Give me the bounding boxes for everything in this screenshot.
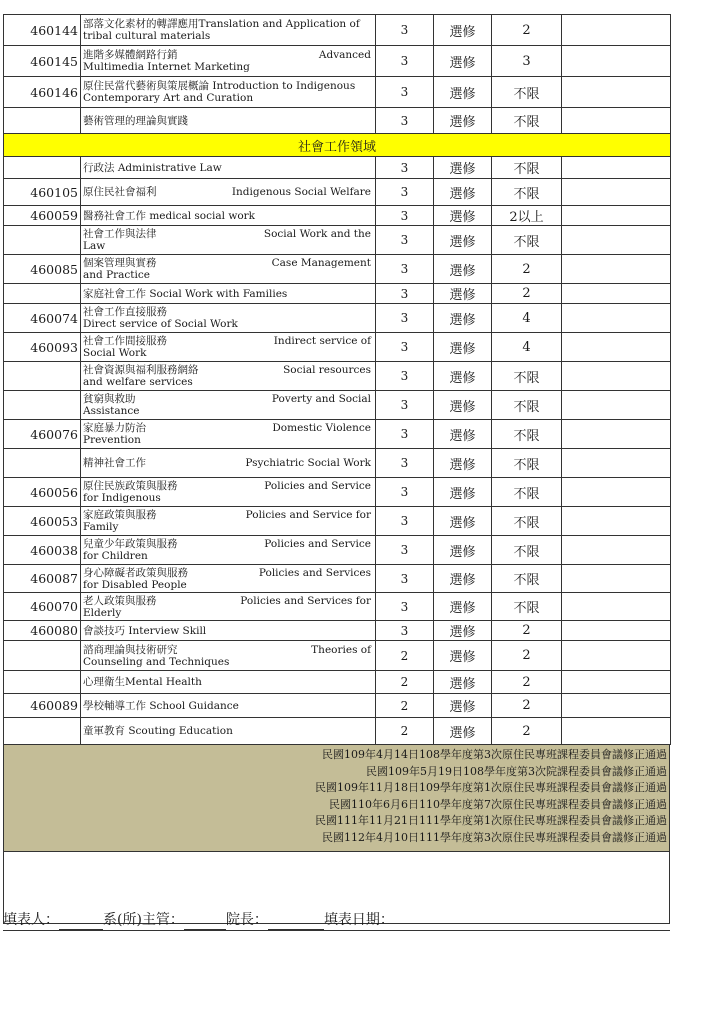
course-code (4, 718, 81, 745)
course-credits: 3 (376, 77, 434, 108)
course-name (81, 108, 376, 134)
signature-line (3, 910, 670, 931)
table-row (4, 593, 671, 621)
course-credits: 3 (376, 284, 434, 304)
course-credits: 3 (376, 255, 434, 284)
course-name-zh: 藝術管理的理論與實踐 (83, 114, 188, 127)
course-type: 選修 (434, 718, 492, 745)
course-credits: 3 (376, 507, 434, 536)
table-row (4, 671, 671, 694)
course-code (4, 284, 81, 304)
course-type: 選修 (434, 255, 492, 284)
course-name (81, 478, 376, 507)
course-name-zh: 社會工作間接服務 (83, 335, 167, 347)
course-name (81, 179, 376, 206)
dept-head-label: 系(所)主管： (103, 912, 184, 928)
course-name (81, 206, 376, 226)
course-remark (562, 284, 671, 304)
course-name-en: Psychiatric Social Work (245, 457, 371, 469)
course-name-continuation: and Practice (83, 269, 150, 281)
course-name-en: Policies and Service (264, 480, 371, 492)
course-grade: 不限 (492, 77, 562, 108)
section-title: 社會工作領域 (4, 134, 671, 157)
course-name-zh: 家庭政策與服務 (83, 509, 157, 521)
table-row (4, 77, 671, 108)
course-grade: 不限 (492, 391, 562, 420)
course-credits: 3 (376, 157, 434, 179)
course-remark (562, 333, 671, 362)
course-type: 選修 (434, 362, 492, 391)
course-name-zh: 進階多媒體網路行銷 (83, 49, 178, 61)
table-row (4, 304, 671, 333)
revision-note: 民國109年5月19日108學年度第3次院課程委員會議修正通過 (366, 764, 667, 778)
course-name (81, 565, 376, 593)
course-grade: 2 (492, 284, 562, 304)
course-code: 460105 (4, 179, 81, 206)
course-name-continuation: Direct service of Social Work (83, 318, 238, 330)
course-name-en: Indirect service of (273, 335, 371, 347)
course-name-en: Policies and Services for (240, 594, 371, 607)
table-row (4, 641, 671, 671)
course-name-zh: 童軍教育 Scouting Education (83, 725, 233, 737)
course-grade: 不限 (492, 593, 562, 621)
course-name-en: Case Management (271, 257, 371, 269)
course-table-social-body (4, 157, 671, 745)
course-name-zh: 部落文化素材的轉譯應用Translation and Application of (83, 18, 360, 30)
course-name (81, 671, 376, 694)
table-row (4, 255, 671, 284)
course-remark (562, 362, 671, 391)
course-name-zh: 原住民族政策與服務 (83, 480, 178, 492)
course-type: 選修 (434, 671, 492, 694)
course-credits: 3 (376, 420, 434, 449)
course-grade: 2 (492, 671, 562, 694)
course-name-en: Theories of (311, 643, 371, 656)
course-remark (562, 449, 671, 478)
course-remark (562, 641, 671, 671)
course-remark (562, 694, 671, 718)
course-name-en: Domestic Violence (272, 422, 371, 434)
course-code: 460145 (4, 46, 81, 77)
table-row (4, 333, 671, 362)
course-name (81, 15, 376, 46)
course-remark (562, 391, 671, 420)
course-grade: 2 (492, 718, 562, 745)
course-credits: 3 (376, 362, 434, 391)
course-type: 選修 (434, 694, 492, 718)
course-code (4, 362, 81, 391)
course-code (4, 449, 81, 478)
course-grade: 2 (492, 15, 562, 46)
course-name-continuation: for Children (83, 550, 148, 562)
course-remark (562, 536, 671, 565)
course-name-zh: 社會工作與法律 (83, 228, 157, 240)
course-name-continuation: for Indigenous (83, 492, 161, 504)
course-name (81, 255, 376, 284)
course-name-zh: 諮商理論與技術研究 (83, 643, 178, 656)
course-name (81, 641, 376, 671)
course-name (81, 391, 376, 420)
course-name-zh: 學校輔導工作 School Guidance (83, 699, 239, 712)
course-remark (562, 671, 671, 694)
course-credits: 3 (376, 565, 434, 593)
table-row (4, 718, 671, 745)
course-name-zh: 兒童少年政策與服務 (83, 538, 178, 550)
course-name-continuation: Contemporary Art and Curation (83, 92, 254, 104)
course-credits: 3 (376, 536, 434, 565)
table-row (4, 46, 671, 77)
section-header-body (4, 134, 671, 157)
course-code: 460146 (4, 77, 81, 108)
course-name (81, 362, 376, 391)
course-grade: 4 (492, 333, 562, 362)
course-name (81, 77, 376, 108)
table-row (4, 449, 671, 478)
table-row (4, 536, 671, 565)
course-grade: 不限 (492, 420, 562, 449)
table-row (4, 478, 671, 507)
course-remark (562, 565, 671, 593)
course-credits: 3 (376, 621, 434, 641)
course-code (4, 391, 81, 420)
course-name-zh: 原住民社會福利 (83, 186, 157, 198)
course-remark (562, 304, 671, 333)
course-credits: 3 (376, 333, 434, 362)
course-name-en: Social Work and the (263, 228, 371, 240)
course-grade: 2以上 (492, 206, 562, 226)
filler-label: 填表人： (3, 912, 59, 928)
course-remark (562, 15, 671, 46)
course-name (81, 226, 376, 255)
course-code: 460070 (4, 593, 81, 621)
course-name-en: Policies and Services (258, 566, 371, 579)
course-credits: 3 (376, 206, 434, 226)
course-grade: 不限 (492, 565, 562, 593)
course-remark (562, 420, 671, 449)
course-name-zh: 老人政策與服務 (83, 594, 157, 607)
course-name-zh: 會談技巧 Interview Skill (83, 624, 207, 637)
course-name-en: Advanced (318, 49, 371, 61)
course-remark (562, 621, 671, 641)
course-name-continuation: tribal cultural materials (83, 30, 211, 42)
course-name-continuation: Prevention (83, 434, 141, 446)
course-credits: 3 (376, 304, 434, 333)
course-code: 460089 (4, 694, 81, 718)
course-remark (562, 226, 671, 255)
course-credits: 3 (376, 478, 434, 507)
course-credits: 3 (376, 449, 434, 478)
course-grade: 不限 (492, 179, 562, 206)
course-name-continuation: and welfare services (83, 376, 193, 388)
course-type: 選修 (434, 284, 492, 304)
course-table-top-body (4, 15, 671, 134)
course-remark (562, 593, 671, 621)
course-remark (562, 157, 671, 179)
table-row (4, 565, 671, 593)
course-name-continuation: Multimedia Internet Marketing (83, 61, 250, 73)
course-type: 選修 (434, 304, 492, 333)
course-grade: 不限 (492, 226, 562, 255)
course-type: 選修 (434, 333, 492, 362)
course-name (81, 333, 376, 362)
course-name-zh: 身心障礙者政策與服務 (83, 566, 188, 579)
course-name (81, 449, 376, 478)
course-name-zh: 社會資源與福利服務網絡 (83, 364, 199, 376)
table-row (4, 206, 671, 226)
course-type: 選修 (434, 15, 492, 46)
table-row (4, 284, 671, 304)
course-credits: 2 (376, 641, 434, 671)
revision-note: 民國109年4月14日108學年度第3次原住民專班課程委員會議修正通過 (322, 748, 667, 761)
course-grade: 2 (492, 694, 562, 718)
course-credits: 3 (376, 46, 434, 77)
course-name-zh: 醫務社會工作 medical social work (83, 209, 256, 222)
course-type: 選修 (434, 391, 492, 420)
revision-notes (3, 745, 670, 852)
course-type: 選修 (434, 157, 492, 179)
course-type: 選修 (434, 565, 492, 593)
filler-blank[interactable] (59, 915, 103, 930)
course-name-zh: 原住民當代藝術與策展概論 Introduction to Indigenous (83, 80, 356, 92)
course-type: 選修 (434, 206, 492, 226)
course-credits: 2 (376, 718, 434, 745)
course-credits: 3 (376, 593, 434, 621)
course-code: 460087 (4, 565, 81, 593)
course-code: 460080 (4, 621, 81, 641)
table-row (4, 226, 671, 255)
course-code (4, 671, 81, 694)
course-remark (562, 108, 671, 134)
course-type: 選修 (434, 77, 492, 108)
table-row (4, 362, 671, 391)
course-remark (562, 478, 671, 507)
course-code: 460076 (4, 420, 81, 449)
course-name (81, 718, 376, 745)
course-name-en: Social resources (283, 364, 371, 376)
course-remark (562, 718, 671, 745)
course-name (81, 536, 376, 565)
course-credits: 3 (376, 15, 434, 46)
course-name-continuation: Law (83, 240, 106, 252)
course-credits: 3 (376, 226, 434, 255)
course-remark (562, 255, 671, 284)
course-name-zh: 貧窮與救助 (83, 393, 136, 405)
course-name-en: Indigenous Social Welfare (231, 186, 371, 198)
course-credits: 3 (376, 108, 434, 134)
table-row (4, 15, 671, 46)
course-credits: 3 (376, 179, 434, 206)
course-name-en: Policies and Service for (245, 509, 371, 521)
course-grade: 不限 (492, 157, 562, 179)
revision-note: 民國110年6月6日110學年度第7次原住民專班課程委員會議修正通過 (329, 797, 667, 811)
course-grade: 不限 (492, 449, 562, 478)
course-credits: 2 (376, 671, 434, 694)
course-name-zh: 精神社會工作 (83, 457, 146, 469)
table-row (4, 391, 671, 420)
course-type: 選修 (434, 593, 492, 621)
course-remark (562, 77, 671, 108)
course-credits: 2 (376, 694, 434, 718)
course-grade: 4 (492, 304, 562, 333)
date-label: 填表日期： (323, 912, 394, 928)
course-type: 選修 (434, 420, 492, 449)
course-table (3, 14, 671, 745)
dean-label: 院長： (225, 912, 268, 928)
dept-head-blank[interactable] (184, 915, 226, 930)
course-name-continuation: Elderly (83, 606, 122, 619)
course-code: 460053 (4, 507, 81, 536)
course-grade: 不限 (492, 478, 562, 507)
course-name-zh: 行政法 Administrative Law (83, 161, 222, 174)
course-remark (562, 179, 671, 206)
course-type: 選修 (434, 449, 492, 478)
course-type: 選修 (434, 179, 492, 206)
course-code: 460093 (4, 333, 81, 362)
course-grade: 2 (492, 641, 562, 671)
table-row (4, 108, 671, 134)
course-remark (562, 46, 671, 77)
section-row (4, 134, 671, 157)
course-name-continuation: Assistance (83, 405, 140, 417)
course-name-en: Policies and Service (264, 538, 371, 550)
course-type: 選修 (434, 478, 492, 507)
course-name-zh: 心理衛生Mental Health (83, 676, 202, 688)
table-row (4, 179, 671, 206)
course-name-en: Poverty and Social (271, 393, 371, 405)
course-name (81, 420, 376, 449)
course-code: 460056 (4, 478, 81, 507)
course-sheet (3, 14, 670, 924)
course-name-continuation: for Disabled People (83, 578, 187, 591)
table-row (4, 507, 671, 536)
course-remark (562, 206, 671, 226)
course-code: 460059 (4, 206, 81, 226)
course-name (81, 507, 376, 536)
table-row (4, 621, 671, 641)
course-name (81, 694, 376, 718)
revision-note: 民國111年11月21日111學年度第1次原住民專班課程委員會議修正通過 (315, 814, 667, 828)
course-code: 460144 (4, 15, 81, 46)
course-type: 選修 (434, 536, 492, 565)
course-type: 選修 (434, 46, 492, 77)
table-row (4, 420, 671, 449)
dean-blank[interactable] (268, 915, 324, 930)
revision-note: 民國112年4月10日111學年度第3次原住民專班課程委員會議修正通過 (322, 830, 667, 844)
course-type: 選修 (434, 641, 492, 671)
table-row (4, 694, 671, 718)
course-code: 460074 (4, 304, 81, 333)
course-code (4, 108, 81, 134)
course-name-zh: 社會工作直接服務 (83, 306, 167, 318)
course-type: 選修 (434, 621, 492, 641)
course-type: 選修 (434, 507, 492, 536)
course-grade: 2 (492, 255, 562, 284)
course-name-continuation: Family (83, 521, 119, 533)
course-name (81, 46, 376, 77)
course-remark (562, 507, 671, 536)
course-name-continuation: Counseling and Techniques (83, 655, 230, 668)
course-name-zh: 個案管理與實務 (83, 257, 157, 269)
course-grade: 不限 (492, 507, 562, 536)
course-grade: 不限 (492, 362, 562, 391)
course-grade: 不限 (492, 536, 562, 565)
course-grade: 2 (492, 621, 562, 641)
course-name-zh: 家庭暴力防治 (83, 422, 146, 434)
revision-note: 民國109年11月18日109學年度第1次原住民專班課程委員會議修正通過 (315, 781, 667, 795)
course-name-zh: 家庭社會工作 Social Work with Families (83, 287, 288, 300)
course-code: 460038 (4, 536, 81, 565)
course-name (81, 304, 376, 333)
table-row (4, 157, 671, 179)
course-code (4, 226, 81, 255)
course-type: 選修 (434, 108, 492, 134)
course-credits: 3 (376, 391, 434, 420)
course-name (81, 284, 376, 304)
course-name (81, 621, 376, 641)
course-type: 選修 (434, 226, 492, 255)
course-grade: 3 (492, 46, 562, 77)
course-name (81, 593, 376, 621)
course-name-continuation: Social Work (83, 347, 147, 359)
course-code (4, 157, 81, 179)
course-name (81, 157, 376, 179)
course-grade: 不限 (492, 108, 562, 134)
course-code: 460085 (4, 255, 81, 284)
course-code (4, 641, 81, 671)
